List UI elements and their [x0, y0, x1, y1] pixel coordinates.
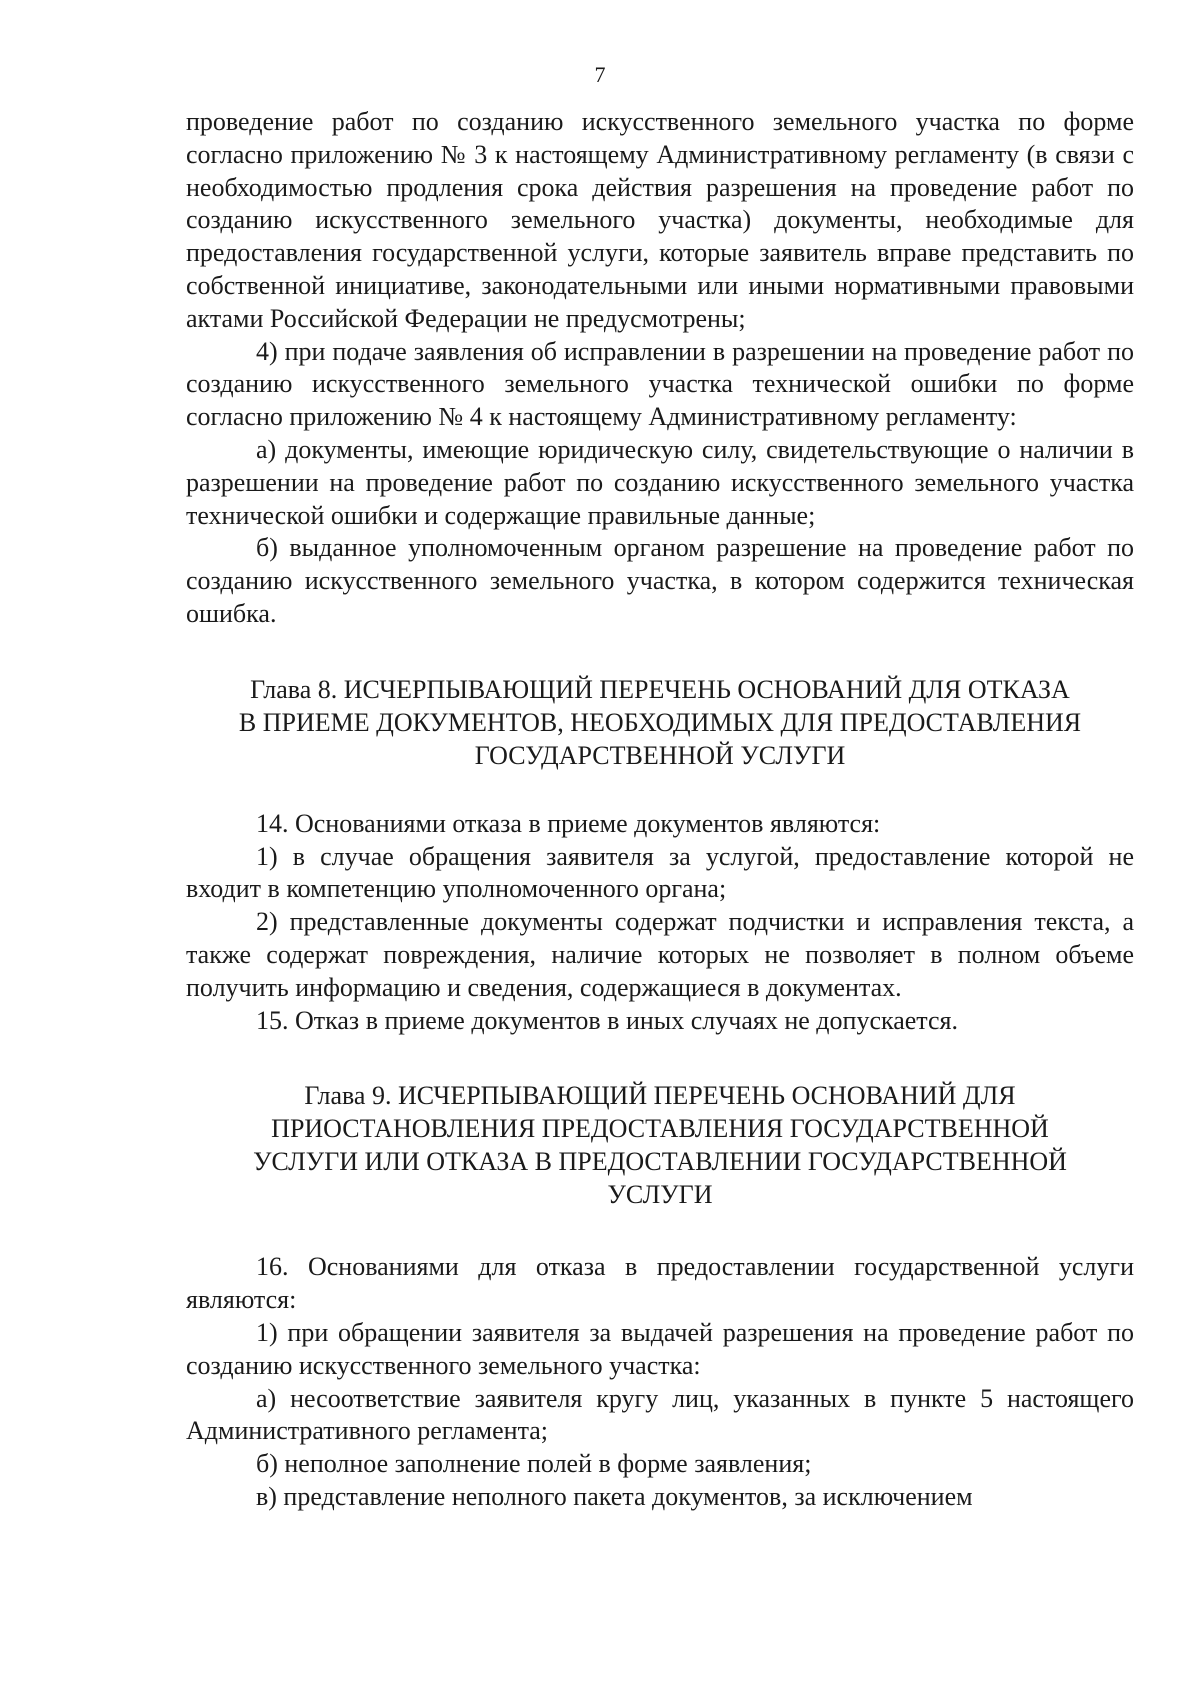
paragraph-item-4: 4) при подаче заявления об исправлении в разрешении на проведение работ по созданию искусственного земельного участка технической ошибки по форме согласно приложению № 4 к настоящему Административному регламенту: — [186, 336, 1134, 432]
paragraph-16: 16. Основаниями для отказа в предоставлении государственной услуги являются: — [186, 1252, 1134, 1315]
paragraph-14-item-2: 2) представленные документы содержат подчистки и исправления текста, а также содержат повреждения, наличие которых не позволяет в полном объеме получить информацию и сведения, содержащиеся в документах. — [186, 907, 1134, 1002]
paragraph-continuation: проведение работ по созданию искусственного земельного участка по форме согласно приложению № 3 к настоящему Административному регламенту (в связи с необходимостью продления срока действия разрешения на проведение работ по созданию искусственного земельного участка) документы, необходимые для предоставления государственной услуги, которые заявитель вправе представить по собственной инициативе, законодательными или иными нормативными правовыми актами Российской Федерации не предусмотрены; — [186, 107, 1134, 333]
paragraph-14-item-1: 1) в случае обращения заявителя за услугой, предоставление которой не входит в компетенцию уполномоченного органа; — [186, 841, 1134, 904]
chapter-9-heading-line: ПРИОСТАНОВЛЕНИЯ ПРЕДОСТАВЛЕНИЯ ГОСУДАРСТВЕННОЙ — [271, 1114, 1049, 1144]
chapter-8-heading-line: ГОСУДАРСТВЕННОЙ УСЛУГИ — [474, 740, 846, 770]
chapter-9-heading — [186, 1079, 1134, 1211]
document-body — [186, 106, 1134, 1514]
paragraph-16-item-a: а) несоответствие заявителя кругу лиц, указанных в пункте 5 настоящего Административного регламента; — [186, 1383, 1134, 1446]
chapter-8-heading-line: Глава 8. ИСЧЕРПЫВАЮЩИЙ ПЕРЕЧЕНЬ ОСНОВАНИЙ ДЛЯ ОТКАЗА — [250, 674, 1070, 704]
chapter-8-heading — [186, 673, 1134, 772]
paragraph-16-item-b: б) неполное заполнение полей в форме заявления; — [256, 1449, 812, 1479]
chapter-8-heading-line: В ПРИЕМЕ ДОКУМЕНТОВ, НЕОБХОДИМЫХ ДЛЯ ПРЕДОСТАВЛЕНИЯ — [238, 707, 1082, 737]
paragraph-14: 14. Основаниями отказа в приеме документов являются: — [256, 808, 881, 838]
paragraph-16-item-v: в) представление неполного пакета документов, за исключением — [256, 1481, 973, 1511]
chapter-9-heading-line: УСЛУГИ ИЛИ ОТКАЗА В ПРЕДОСТАВЛЕНИИ ГОСУДАРСТВЕННОЙ — [253, 1147, 1067, 1177]
paragraph-item-b: б) выданное уполномоченным органом разрешение на проведение работ по созданию искусственного земельного участка, в котором содержится техническая ошибка. — [186, 533, 1134, 628]
chapter-9-heading-line: Глава 9. ИСЧЕРПЫВАЮЩИЙ ПЕРЕЧЕНЬ ОСНОВАНИЙ ДЛЯ — [304, 1081, 1016, 1111]
page-number: 7 — [594, 62, 606, 87]
paragraph-15: 15. Отказ в приеме документов в иных случаях не допускается. — [256, 1005, 958, 1035]
chapter-9-heading-line: УСЛУГИ — [607, 1180, 713, 1210]
paragraph-item-a: а) документы, имеющие юридическую силу, свидетельствующие о наличии в разрешении на проведение работ по созданию искусственного земельного участка технической ошибки и содержащие правильные данные; — [186, 434, 1134, 530]
paragraph-16-item-1: 1) при обращении заявителя за выдачей разрешения на проведение работ по созданию искусственного земельного участка: — [186, 1317, 1134, 1380]
